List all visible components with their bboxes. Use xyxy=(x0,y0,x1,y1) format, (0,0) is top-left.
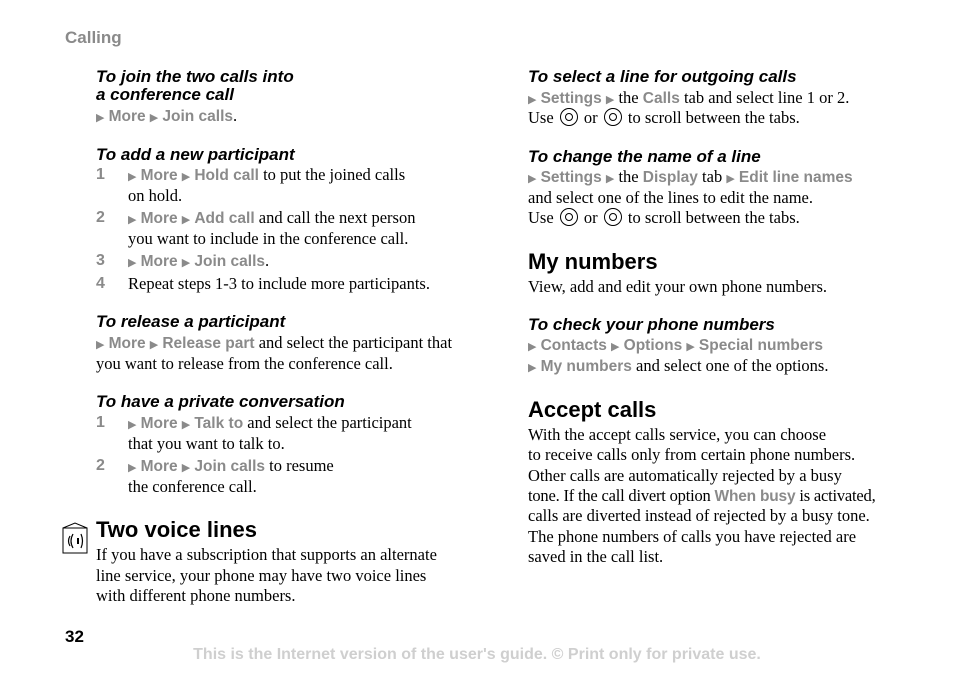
section-header: Calling xyxy=(65,28,122,47)
private-step-1-cont: that you want to talk to. xyxy=(128,434,285,453)
arrow-icon: ▶ xyxy=(726,172,735,185)
menu-more: More xyxy=(140,458,178,475)
arrow-icon: ▶ xyxy=(528,172,537,185)
arrow-icon: ▶ xyxy=(528,361,537,374)
arrow-icon: ▶ xyxy=(528,93,537,106)
text-scroll: to scroll between the tabs. xyxy=(623,108,800,127)
menu-when-busy: When busy xyxy=(714,488,796,505)
menu-hold-call: Hold call xyxy=(194,167,259,184)
arrow-icon: ▶ xyxy=(611,340,620,353)
menu-options: Options xyxy=(623,337,683,354)
text-the: the xyxy=(614,88,643,107)
nav-right-icon xyxy=(604,208,622,226)
arrow-icon: ▶ xyxy=(128,461,137,474)
step-number: 3 xyxy=(96,252,105,269)
accept-text-4 xyxy=(528,486,876,507)
arrow-icon: ▶ xyxy=(605,172,615,185)
check-title: To check your phone numbers xyxy=(528,315,775,334)
change-name-path xyxy=(528,167,853,189)
arrow-icon: ▶ xyxy=(96,111,105,124)
step-text: and select the participant xyxy=(243,413,412,432)
join-path: ▶ More ▶ Join calls. xyxy=(96,106,238,125)
step-text: . xyxy=(265,251,270,270)
text-use: Use xyxy=(528,108,558,127)
step-text: to put the joined calls xyxy=(258,165,406,184)
add-step-1 xyxy=(128,165,405,187)
accept-text-7: saved in the call list. xyxy=(528,547,664,566)
menu-more: More xyxy=(140,210,178,227)
my-numbers-desc: View, add and edit your own phone numbers. xyxy=(528,277,827,296)
menu-more: More xyxy=(140,167,178,184)
arrow-icon: ▶ xyxy=(181,418,191,431)
voice-text-2: line service, your phone may have two voice lines xyxy=(96,566,427,585)
menu-release-part: Release part xyxy=(162,335,255,352)
my-numbers-title: My numbers xyxy=(528,249,658,274)
accept-text-6: The phone numbers of calls you have rejected are xyxy=(528,527,857,546)
step-text: to resume xyxy=(265,456,334,475)
release-path xyxy=(96,333,452,355)
menu-join-calls: Join calls xyxy=(194,458,266,475)
arrow-icon: ▶ xyxy=(96,338,105,351)
accept-text-2: to receive calls only from certain phone numbers. xyxy=(528,445,856,464)
step-number: 2 xyxy=(96,209,105,226)
nav-left-icon xyxy=(560,108,578,126)
arrow-icon: ▶ xyxy=(528,340,537,353)
arrow-icon: ▶ xyxy=(181,213,191,226)
text-the: the xyxy=(614,167,643,186)
add-step-2-cont: you want to include in the conference call. xyxy=(128,229,409,248)
add-step-1-cont: on hold. xyxy=(128,186,183,205)
release-title: To release a participant xyxy=(96,312,286,331)
nav-left-icon xyxy=(560,208,578,226)
menu-special-numbers: Special numbers xyxy=(698,337,823,354)
step-number: 1 xyxy=(96,414,105,431)
menu-my-numbers: My numbers xyxy=(540,358,632,375)
arrow-icon: ▶ xyxy=(605,93,615,106)
release-text-cont: you want to release from the conference call. xyxy=(96,354,393,373)
change-name-title: To change the name of a line xyxy=(528,147,761,166)
join-title-line1: To join the two calls into xyxy=(96,67,294,86)
select-line-path xyxy=(528,88,849,110)
menu-settings: Settings xyxy=(540,169,602,186)
menu-calls-tab: Calls xyxy=(642,90,680,107)
accept-title: Accept calls xyxy=(528,397,657,422)
text-use: Use xyxy=(528,208,558,227)
select-line-text: tab and select line 1 or 2. xyxy=(679,88,850,107)
voice-text-3: with different phone numbers. xyxy=(96,586,296,605)
menu-edit-line-names: Edit line names xyxy=(738,169,853,186)
text-or: or xyxy=(579,208,602,227)
check-path-2 xyxy=(528,356,828,378)
menu-contacts: Contacts xyxy=(540,337,607,354)
operator-service-icon xyxy=(62,522,88,554)
menu-join-calls: Join calls xyxy=(162,108,234,125)
add-step-3 xyxy=(128,251,269,273)
release-text: and select the participant that xyxy=(254,333,453,352)
accept-text-1: With the accept calls service, you can choose xyxy=(528,425,827,444)
voice-text-1: If you have a subscription that supports an alternate xyxy=(96,545,437,564)
arrow-icon: ▶ xyxy=(128,213,137,226)
menu-more: More xyxy=(108,335,146,352)
menu-join-calls: Join calls xyxy=(194,253,266,270)
arrow-icon: ▶ xyxy=(181,461,191,474)
footer-notice: This is the Internet version of the user's guide. © Print only for private use. xyxy=(193,646,761,663)
arrow-icon: ▶ xyxy=(149,338,159,351)
arrow-icon: ▶ xyxy=(128,170,137,183)
check-text: and select one of the options. xyxy=(631,356,829,375)
step-number: 1 xyxy=(96,166,105,183)
select-line-title: To select a line for outgoing calls xyxy=(528,67,797,86)
menu-settings: Settings xyxy=(540,90,602,107)
text-scroll: to scroll between the tabs. xyxy=(623,208,800,227)
add-step-4: Repeat steps 1-3 to include more participants. xyxy=(128,274,430,293)
menu-add-call: Add call xyxy=(194,210,255,227)
change-name-scroll xyxy=(528,208,800,228)
step-text: and call the next person xyxy=(254,208,416,227)
check-path-1 xyxy=(528,335,823,357)
menu-talk-to: Talk to xyxy=(194,415,244,432)
add-title: To add a new participant xyxy=(96,145,295,164)
select-line-scroll xyxy=(528,108,800,128)
arrow-icon: ▶ xyxy=(181,170,191,183)
arrow-icon: ▶ xyxy=(149,111,159,124)
text-part: tone. If the call divert option xyxy=(528,486,715,505)
arrow-icon: ▶ xyxy=(128,256,137,269)
text-part: is activated, xyxy=(795,486,876,505)
private-step-2-cont: the conference call. xyxy=(128,477,257,496)
menu-more: More xyxy=(140,415,178,432)
nav-right-icon xyxy=(604,108,622,126)
text-tab: tab xyxy=(697,167,727,186)
private-step-2 xyxy=(128,456,334,478)
voice-title: Two voice lines xyxy=(96,517,257,542)
menu-more: More xyxy=(108,108,146,125)
change-name-text: and select one of the lines to edit the name. xyxy=(528,188,813,207)
menu-more: More xyxy=(140,253,178,270)
add-step-2 xyxy=(128,208,415,230)
step-number: 4 xyxy=(96,275,105,292)
arrow-icon: ▶ xyxy=(686,340,695,353)
text-or: or xyxy=(579,108,602,127)
page-number: 32 xyxy=(65,627,84,646)
arrow-icon: ▶ xyxy=(181,256,191,269)
accept-text-5: calls are diverted instead of rejected by a busy tone. xyxy=(528,506,870,525)
join-title-line2: a conference call xyxy=(96,85,234,104)
private-step-1 xyxy=(128,413,412,435)
private-title: To have a private conversation xyxy=(96,392,345,411)
arrow-icon: ▶ xyxy=(128,418,137,431)
accept-text-3: Other calls are automatically rejected by a busy xyxy=(528,466,842,485)
menu-display-tab: Display xyxy=(642,169,698,186)
step-number: 2 xyxy=(96,457,105,474)
